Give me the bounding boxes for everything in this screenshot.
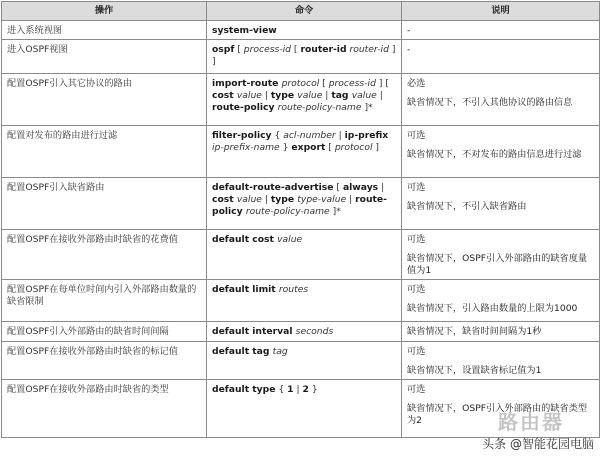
- description-cell: [402, 342, 600, 380]
- operation-cell: 进入系统视图: [2, 21, 207, 40]
- operation-cell: 配置OSPF在接收外部路由时缺省的类型: [2, 380, 207, 438]
- operation-cell: 配置对发布的路由进行过滤: [2, 126, 207, 178]
- operation-cell: 进入OSPF视图: [2, 40, 207, 74]
- command-cell: default limit routes: [207, 280, 402, 322]
- command-cell: default-route-advertise [ always | cost value | type type-value | route-policy route-policy-name ]*: [207, 178, 402, 230]
- operation-cell: 配置OSPF引入缺省路由: [2, 178, 207, 230]
- description-text: 缺省情况下，缺省时间间隔为1秒: [407, 326, 542, 337]
- description-text: 可选: [407, 182, 426, 193]
- description-text: -: [407, 44, 411, 55]
- description-cell: [402, 126, 600, 178]
- command-cell: filter-policy { acl-number | ip-prefix ip-prefix-name } export [ protocol ]: [207, 126, 402, 178]
- description-text: -: [407, 25, 411, 36]
- table-row: [2, 280, 600, 322]
- description-text: 缺省情况下，OSPF引入外部路由的缺省度量值为1: [407, 253, 588, 276]
- table-row: [2, 74, 600, 126]
- description-cell: [402, 322, 600, 342]
- description-cell: [402, 74, 600, 126]
- description-cell: [402, 230, 600, 280]
- description-text: 可选: [407, 346, 426, 357]
- description-text: 必选: [407, 78, 426, 89]
- description-text: 可选: [407, 234, 426, 245]
- description-text: 可选: [407, 284, 426, 295]
- table-row: [2, 342, 600, 380]
- header-operation: 操作: [2, 2, 207, 21]
- command-cell: default type { 1 | 2 }: [207, 380, 402, 438]
- description-text: 可选: [407, 384, 426, 395]
- description-cell: [402, 21, 600, 40]
- operation-cell: 配置OSPF引入其它协议的路由: [2, 74, 207, 126]
- description-text: 缺省情况下，不引入缺省路由: [407, 201, 527, 212]
- description-cell: [402, 178, 600, 230]
- description-cell: [402, 280, 600, 322]
- operation-cell: 配置OSPF在接收外部路由时缺省的花费值: [2, 230, 207, 280]
- description-text: 缺省情况下，不引入其他协议的路由信息: [407, 97, 573, 108]
- table-row: [2, 21, 600, 40]
- header-command: 命令: [207, 2, 402, 21]
- description-text: 缺省情况下，不对发布的路由信息进行过滤: [407, 149, 582, 160]
- command-cell: ospf [ process-id [ router-id router-id ] ]: [207, 40, 402, 74]
- command-cell: default interval seconds: [207, 322, 402, 342]
- command-cell: import-route protocol [ process-id ] [ cost value | type value | tag value | route-policy route-policy-name ]*: [207, 74, 402, 126]
- command-keyword: system-view: [212, 25, 277, 36]
- header-description: 说明: [402, 2, 600, 21]
- table-row: [2, 126, 600, 178]
- description-text: 可选: [407, 130, 426, 141]
- description-text: 缺省情况下，设置缺省标记值为1: [407, 365, 542, 376]
- operation-cell: 配置OSPF在每单位时间内引入外部路由数量的缺省限制: [2, 280, 207, 322]
- ospf-command-table: [1, 1, 600, 438]
- description-text: 缺省情况下，OSPF引入外部路由的缺省类型为2: [407, 403, 588, 426]
- table-row: [2, 322, 600, 342]
- command-cell: [207, 21, 402, 40]
- router-logo-watermark: 路由器: [498, 410, 564, 434]
- operation-cell: 配置OSPF引入外部路由的缺省时间间隔: [2, 322, 207, 342]
- operation-cell: 配置OSPF在接收外部路由时缺省的标记值: [2, 342, 207, 380]
- table-row: [2, 178, 600, 230]
- table-row: [2, 40, 600, 74]
- description-text: 缺省情况下，引入路由数量的上限为1000: [407, 303, 578, 314]
- command-cell: default cost value: [207, 230, 402, 280]
- source-watermark: [482, 435, 594, 452]
- table-header-row: [2, 2, 600, 21]
- table-row: [2, 230, 600, 280]
- watermark-text: 头条 @智能花园电脑: [482, 437, 594, 451]
- description-cell: [402, 40, 600, 74]
- command-cell: default tag tag: [207, 342, 402, 380]
